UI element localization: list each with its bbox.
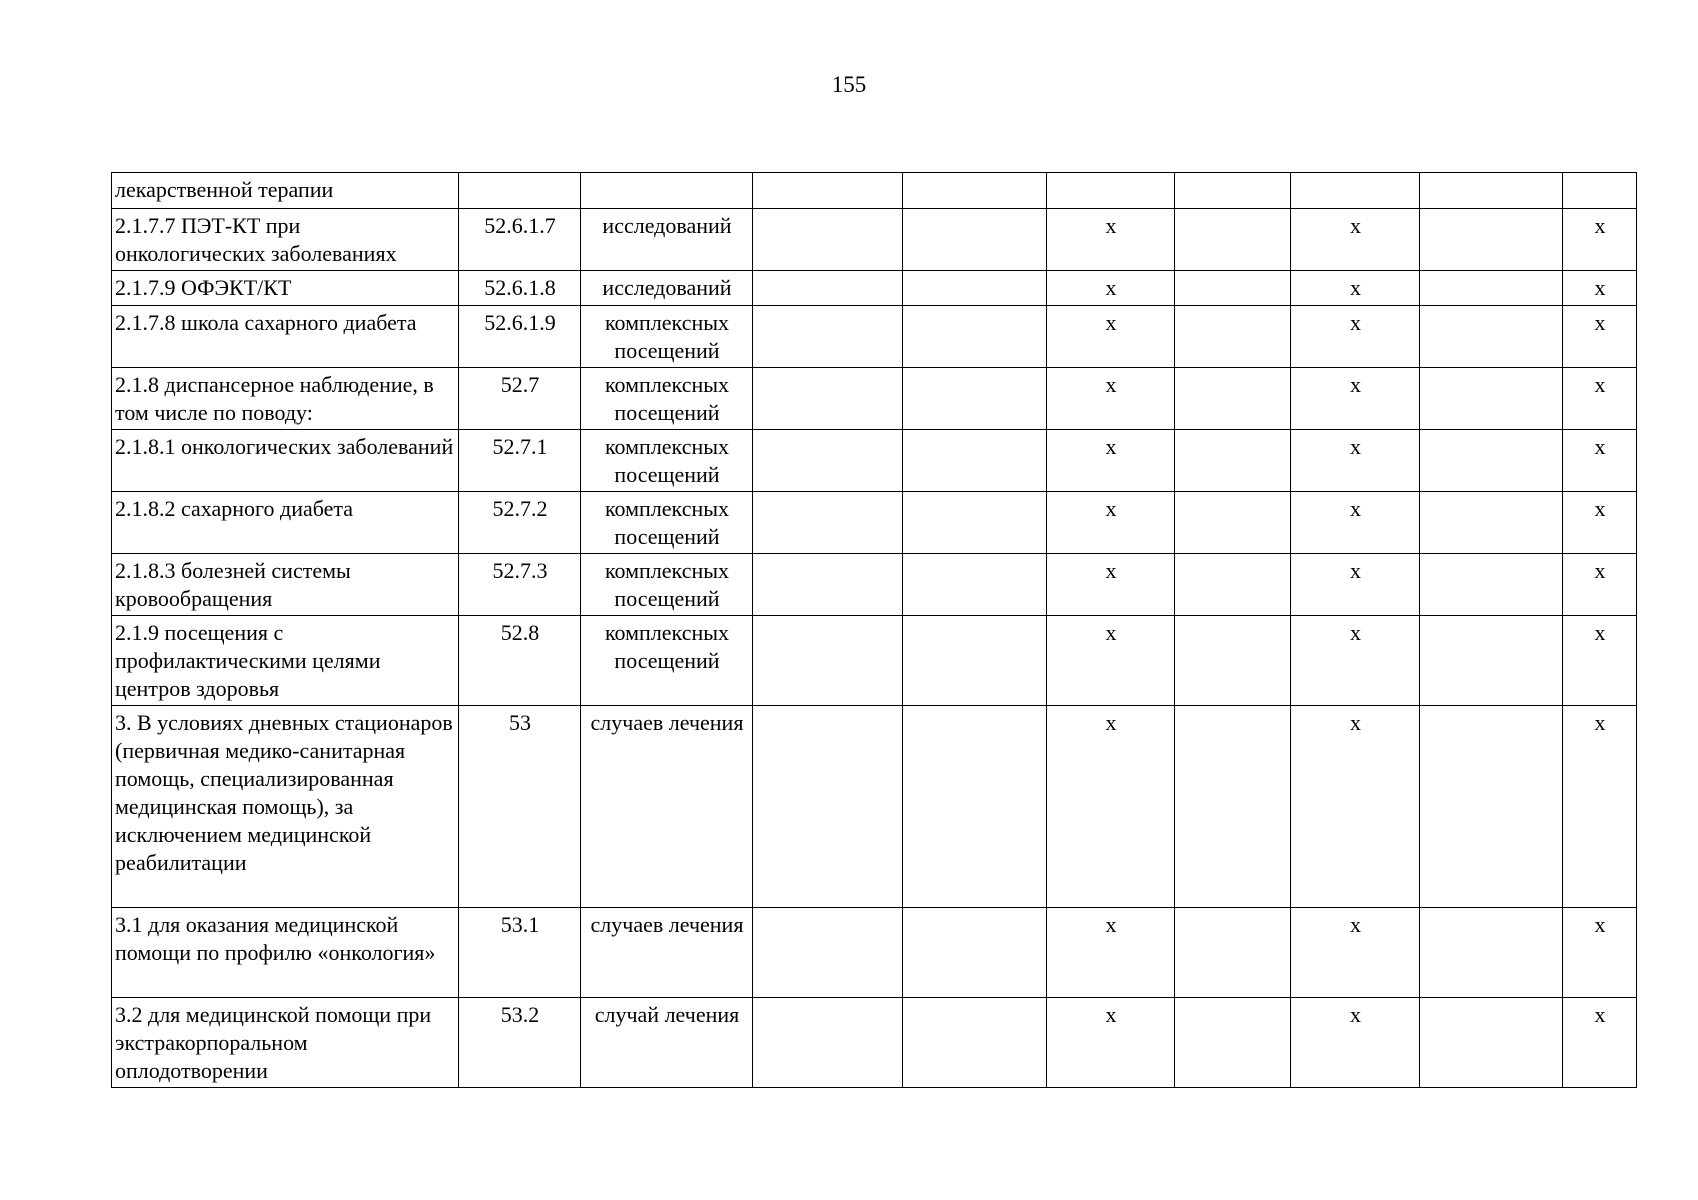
row-x1: х — [1047, 306, 1175, 368]
empty-cell — [753, 908, 903, 998]
row-name: 2.1.8 диспансерное наблюдение, в том числе по поводу: — [112, 368, 459, 430]
row-name: 2.1.7.8 школа сахарного диабета — [112, 306, 459, 368]
empty-cell — [1175, 998, 1291, 1088]
row-x1: х — [1047, 368, 1175, 430]
row-x3: х — [1563, 616, 1637, 706]
data-table — [111, 172, 1637, 1088]
row-x2: х — [1291, 616, 1420, 706]
empty-cell — [903, 492, 1047, 554]
row-unit: комплексных посещений — [581, 492, 753, 554]
table-row — [112, 998, 1637, 1088]
row-code: 52.6.1.9 — [459, 306, 581, 368]
empty-cell — [1420, 706, 1563, 908]
row-x2: х — [1291, 908, 1420, 998]
table-row — [112, 908, 1637, 998]
empty-cell — [903, 430, 1047, 492]
row-name: 2.1.8.2 сахарного диабета — [112, 492, 459, 554]
row-unit: комплексных посещений — [581, 368, 753, 430]
table-row — [112, 706, 1637, 908]
row-code: 52.7.2 — [459, 492, 581, 554]
row-x1: х — [1047, 209, 1175, 271]
empty-cell — [753, 616, 903, 706]
row-x2: х — [1291, 998, 1420, 1088]
row-unit — [581, 173, 753, 209]
page-number: 155 — [831, 72, 867, 97]
row-code: 53 — [459, 706, 581, 908]
row-x3: х — [1563, 306, 1637, 368]
row-x3: х — [1563, 908, 1637, 998]
table-row — [112, 173, 1637, 209]
empty-cell — [1420, 271, 1563, 306]
empty-cell — [903, 998, 1047, 1088]
row-x3: х — [1563, 706, 1637, 908]
row-unit: комплексных посещений — [581, 554, 753, 616]
empty-cell — [1420, 908, 1563, 998]
row-x1: х — [1047, 998, 1175, 1088]
empty-cell — [1175, 908, 1291, 998]
row-unit: случаев лечения — [581, 706, 753, 908]
table-row — [112, 368, 1637, 430]
empty-cell — [1420, 554, 1563, 616]
empty-cell — [1420, 616, 1563, 706]
row-unit: комплексных посещений — [581, 306, 753, 368]
row-name: 3.2 для медицинской помощи при экстракорпоральном оплодотворении — [112, 998, 459, 1088]
row-name: 3. В условиях дневных стационаров (первичная медико-санитарная помощь, специализированная медицинская помощь), за исключением медицинской реабилитации — [112, 706, 459, 908]
empty-cell — [1420, 492, 1563, 554]
row-unit: комплексных посещений — [581, 616, 753, 706]
row-code: 52.7.3 — [459, 554, 581, 616]
row-unit: исследований — [581, 271, 753, 306]
row-x3: х — [1563, 271, 1637, 306]
row-x3: х — [1563, 430, 1637, 492]
empty-cell — [1420, 998, 1563, 1088]
empty-cell — [753, 306, 903, 368]
empty-cell — [1175, 430, 1291, 492]
empty-cell — [1175, 616, 1291, 706]
row-x1 — [1047, 173, 1175, 209]
row-x1: х — [1047, 430, 1175, 492]
row-x2: х — [1291, 209, 1420, 271]
row-x3: х — [1563, 998, 1637, 1088]
row-x2: х — [1291, 492, 1420, 554]
row-x3: х — [1563, 209, 1637, 271]
empty-cell — [753, 430, 903, 492]
table-row — [112, 209, 1637, 271]
row-x1: х — [1047, 706, 1175, 908]
table-row — [112, 271, 1637, 306]
row-code: 53.1 — [459, 908, 581, 998]
empty-cell — [1175, 554, 1291, 616]
row-name: 3.1 для оказания медицинской помощи по профилю «онкология» — [112, 908, 459, 998]
row-code: 52.7 — [459, 368, 581, 430]
row-x3: х — [1563, 554, 1637, 616]
row-x1: х — [1047, 616, 1175, 706]
row-name: 2.1.7.7 ПЭТ-КТ при онкологических заболеваниях — [112, 209, 459, 271]
row-x1: х — [1047, 271, 1175, 306]
empty-cell — [903, 706, 1047, 908]
row-x2 — [1291, 173, 1420, 209]
row-x2: х — [1291, 368, 1420, 430]
table-row — [112, 554, 1637, 616]
empty-cell — [903, 616, 1047, 706]
table-row — [112, 306, 1637, 368]
table-row — [112, 430, 1637, 492]
empty-cell — [1175, 306, 1291, 368]
empty-cell — [903, 908, 1047, 998]
row-x1: х — [1047, 492, 1175, 554]
row-x1: х — [1047, 554, 1175, 616]
empty-cell — [903, 209, 1047, 271]
row-x3: х — [1563, 492, 1637, 554]
row-name: 2.1.7.9 ОФЭКТ/КТ — [112, 271, 459, 306]
empty-cell — [903, 306, 1047, 368]
empty-cell — [903, 554, 1047, 616]
row-code: 53.2 — [459, 998, 581, 1088]
empty-cell — [753, 492, 903, 554]
row-name: лекарственной терапии — [112, 173, 459, 209]
row-x1: х — [1047, 908, 1175, 998]
empty-cell — [903, 271, 1047, 306]
row-unit: исследований — [581, 209, 753, 271]
row-name: 2.1.8.1 онкологических заболеваний — [112, 430, 459, 492]
row-x2: х — [1291, 306, 1420, 368]
empty-cell — [753, 209, 903, 271]
empty-cell — [1420, 306, 1563, 368]
empty-cell — [753, 368, 903, 430]
row-x2: х — [1291, 271, 1420, 306]
empty-cell — [1175, 368, 1291, 430]
row-name: 2.1.9 посещения с профилактическими целями центров здоровья — [112, 616, 459, 706]
row-unit: комплексных посещений — [581, 430, 753, 492]
row-unit: случай лечения — [581, 998, 753, 1088]
empty-cell — [753, 173, 903, 209]
empty-cell — [1175, 492, 1291, 554]
empty-cell — [903, 368, 1047, 430]
table-row — [112, 492, 1637, 554]
row-unit: случаев лечения — [581, 908, 753, 998]
empty-cell — [753, 554, 903, 616]
empty-cell — [1420, 430, 1563, 492]
empty-cell — [753, 998, 903, 1088]
empty-cell — [1420, 209, 1563, 271]
empty-cell — [903, 173, 1047, 209]
row-code: 52.7.1 — [459, 430, 581, 492]
row-code — [459, 173, 581, 209]
row-x3 — [1563, 173, 1637, 209]
row-x2: х — [1291, 554, 1420, 616]
table-row — [112, 616, 1637, 706]
empty-cell — [1420, 368, 1563, 430]
row-x2: х — [1291, 430, 1420, 492]
empty-cell — [1175, 706, 1291, 908]
empty-cell — [1175, 271, 1291, 306]
row-x3: х — [1563, 368, 1637, 430]
empty-cell — [1175, 209, 1291, 271]
empty-cell — [753, 271, 903, 306]
empty-cell — [753, 706, 903, 908]
row-code: 52.6.1.8 — [459, 271, 581, 306]
row-code: 52.8 — [459, 616, 581, 706]
empty-cell — [1420, 173, 1563, 209]
row-code: 52.6.1.7 — [459, 209, 581, 271]
empty-cell — [1175, 173, 1291, 209]
row-name: 2.1.8.3 болезней системы кровообращения — [112, 554, 459, 616]
row-x2: х — [1291, 706, 1420, 908]
